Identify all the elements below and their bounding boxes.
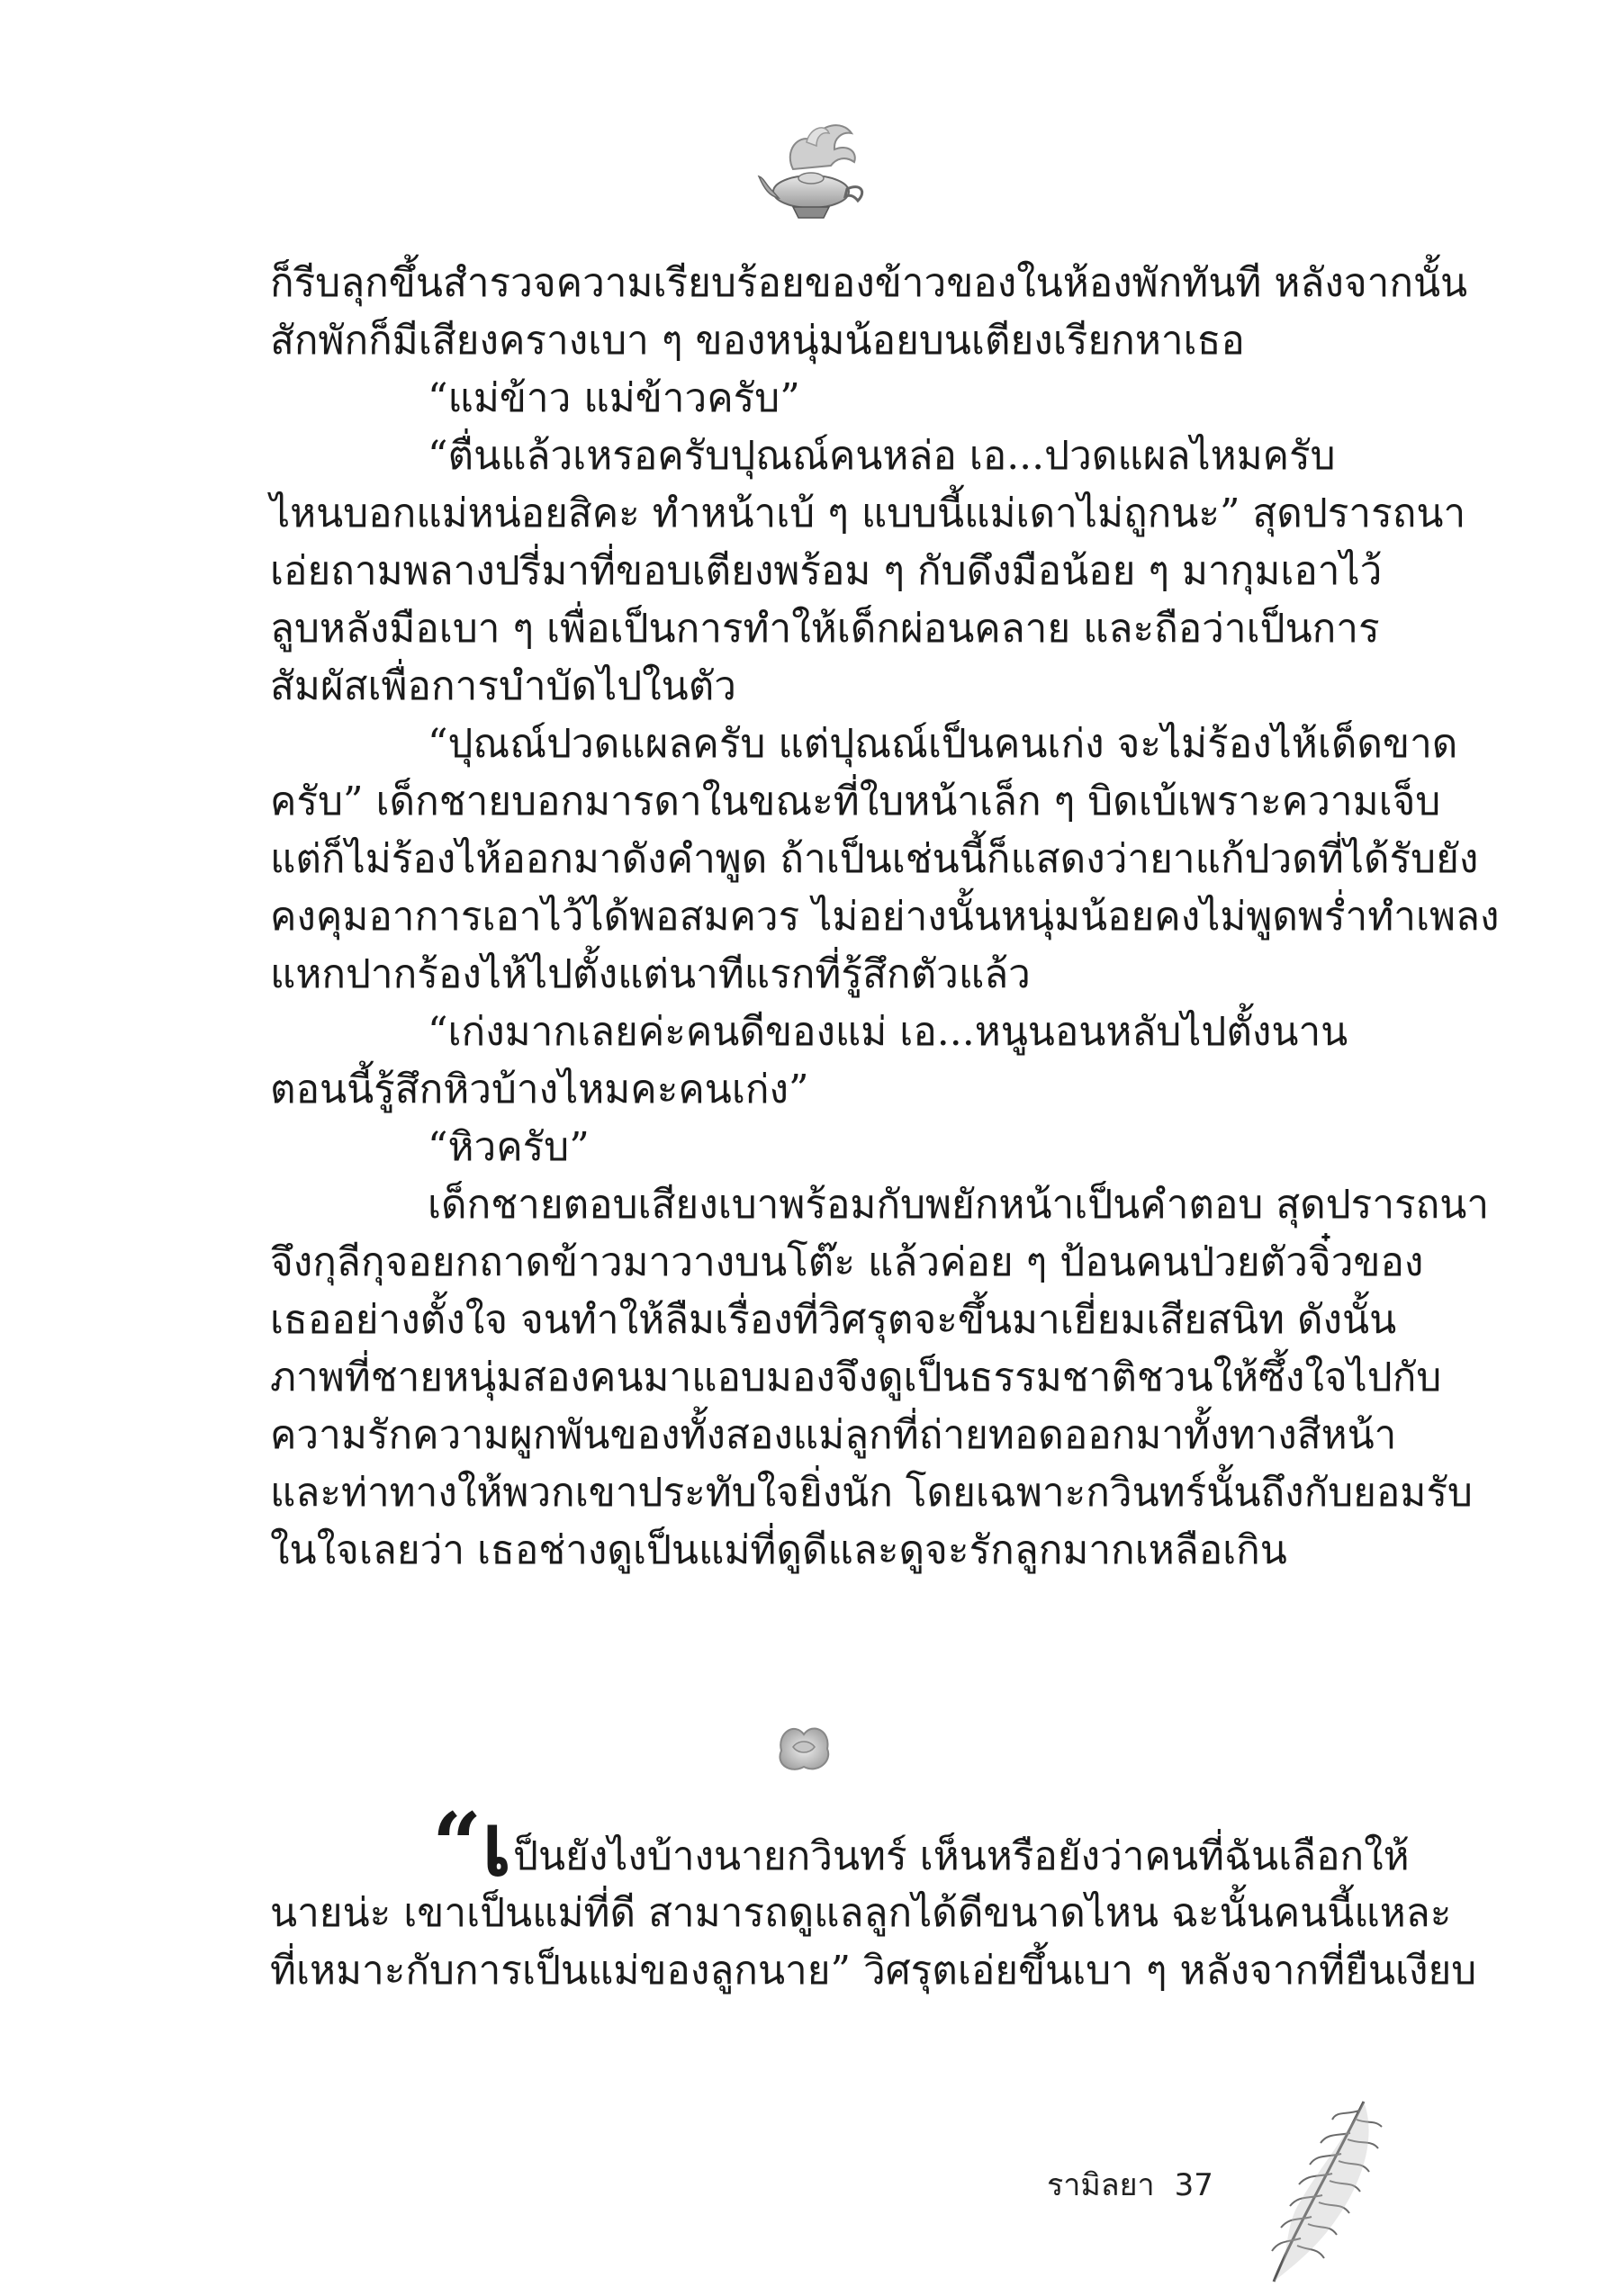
text-line: ไหนบอกแม่หน่อยสิคะ ทำหน้าเบ้ ๆ แบบนี้แม่เดาไม่ถูกนะ” สุดปรารถนา (270, 491, 1466, 536)
page-number: 37 (1174, 2167, 1213, 2203)
text-line: นายน่ะ เขาเป็นแม่ที่ดี สามารถดูแลลูกได้ดีขนาดไหน ฉะนั้นคนนี้แหละ (270, 1890, 1452, 1936)
text-line: ที่เหมาะกับการเป็นแม่ของลูกนาย” วิศรุตเอ่ยขึ้นเบา ๆ หลังจากที่ยืนเงียบ (270, 1948, 1477, 1994)
text-line: “เก่งมากเลยค่ะคนดีของแม่ เอ...หนูนอนหลับไปตั้งนาน (428, 1009, 1348, 1055)
text-line: ตอนนี้รู้สึกหิวบ้างไหมคะคนเก่ง” (270, 1067, 809, 1112)
drop-cap-quote: “ (432, 1794, 482, 1895)
magic-lamp-icon (757, 106, 874, 228)
text-line: เด็กชายตอบเสียงเบาพร้อมกับพยักหน้าเป็นคำตอบ สุดปรารถนา (428, 1182, 1490, 1228)
text-line: เธออย่างตั้งใจ จนทำให้ลืมเรื่องที่วิศรุตจะขึ้นมาเยี่ยมเสียสนิท ดังนั้น (270, 1297, 1397, 1343)
feather-ornament-icon (1256, 2084, 1400, 2291)
text-line: ครับ” เด็กชายบอกมารดาในขณะที่ใบหน้าเล็ก ๆ บิดเบ้เพราะความเจ็บ (270, 779, 1441, 824)
text-line: สัมผัสเพื่อการบำบัดไปในตัว (270, 663, 736, 709)
text-line: “ปุณณ์ปวดแผลครับ แต่ปุณณ์เป็นคนเก่ง จะไม่ร้องไห้เด็ดขาด (428, 721, 1458, 767)
text-line: และท่าทางให้พวกเขาประทับใจยิ่งนัก โดยเฉพาะกวินทร์นั้นถึงกับยอมรับ (270, 1470, 1473, 1516)
text-line: เอ่ยถามพลางปรี่มาที่ขอบเตียงพร้อม ๆ กับดึงมือน้อย ๆ มากุมเอาไว้ (270, 548, 1383, 594)
text-line-with-drop-cap (270, 1794, 1410, 1895)
text-line: “ตื่นแล้วเหรอครับปุณณ์คนหล่อ เอ...ปวดแผลไหมครับ (428, 433, 1336, 479)
text-line: คงคุมอาการเอาไว้ได้พอสมควร ไม่อย่างนั้นหนุ่มน้อยคงไม่พูดพร่ำทำเพลง (270, 894, 1500, 940)
text-line: ก็รีบลุกขึ้นสำรวจความเรียบร้อยของข้าวของในห้องพักทันที หลังจากนั้น (270, 260, 1468, 306)
text-line: ความรักความผูกพันของทั้งสองแม่ลูกที่ถ่ายทอดออกมาทั้งทางสีหน้า (270, 1412, 1397, 1458)
text-line: แต่ก็ไม่ร้องไห้ออกมาดังคำพูด ถ้าเป็นเช่นนี้ก็แสดงว่ายาแก้ปวดที่ได้รับยัง (270, 836, 1479, 882)
page-footer (1047, 2160, 1213, 2209)
text-line: ลูบหลังมือเบา ๆ เพื่อเป็นการทำให้เด็กผ่อนคลาย และถือว่าเป็นการ (270, 606, 1380, 652)
text-line: “แม่ข้าว แม่ข้าวครับ” (428, 375, 800, 421)
drop-cap (432, 1794, 511, 1895)
text-line: ภาพที่ชายหนุ่มสองคนมาแอบมองจึงดูเป็นธรรมชาติชวนให้ซึ้งใจไปกับ (270, 1355, 1442, 1400)
body-text-section-2 (270, 1794, 1477, 2000)
text-line: สักพักก็มีเสียงครางเบา ๆ ของหนุ่มน้อยบนเตียงเรียกหาเธอ (270, 318, 1245, 364)
text-line: แหกปากร้องไห้ไปตั้งแต่นาทีแรกที่รู้สึกตัวแล้ว (270, 951, 1031, 997)
scene-break-ornament-icon (768, 1715, 840, 1778)
body-text-section-1 (270, 255, 1500, 1580)
text-line: จึงกุลีกุจอยกถาดข้าวมาวางบนโต๊ะ แล้วค่อย ๆ ป้อนคนป่วยตัวจิ๋วของ (270, 1239, 1424, 1285)
text-line: ในใจเลยว่า เธอช่างดูเป็นแม่ที่ดูดีและดูจะรักลูกมากเหลือเกิน (270, 1527, 1287, 1573)
author-name: รามิลยา (1047, 2167, 1155, 2203)
text-line: “หิวครับ” (428, 1124, 590, 1170)
text-line-content: ป็นยังไงบ้างนายกวินทร์ เห็นหรือยังว่าคนที่ฉันเลือกให้ (513, 1833, 1410, 1879)
drop-cap-letter: เ (482, 1794, 512, 1895)
